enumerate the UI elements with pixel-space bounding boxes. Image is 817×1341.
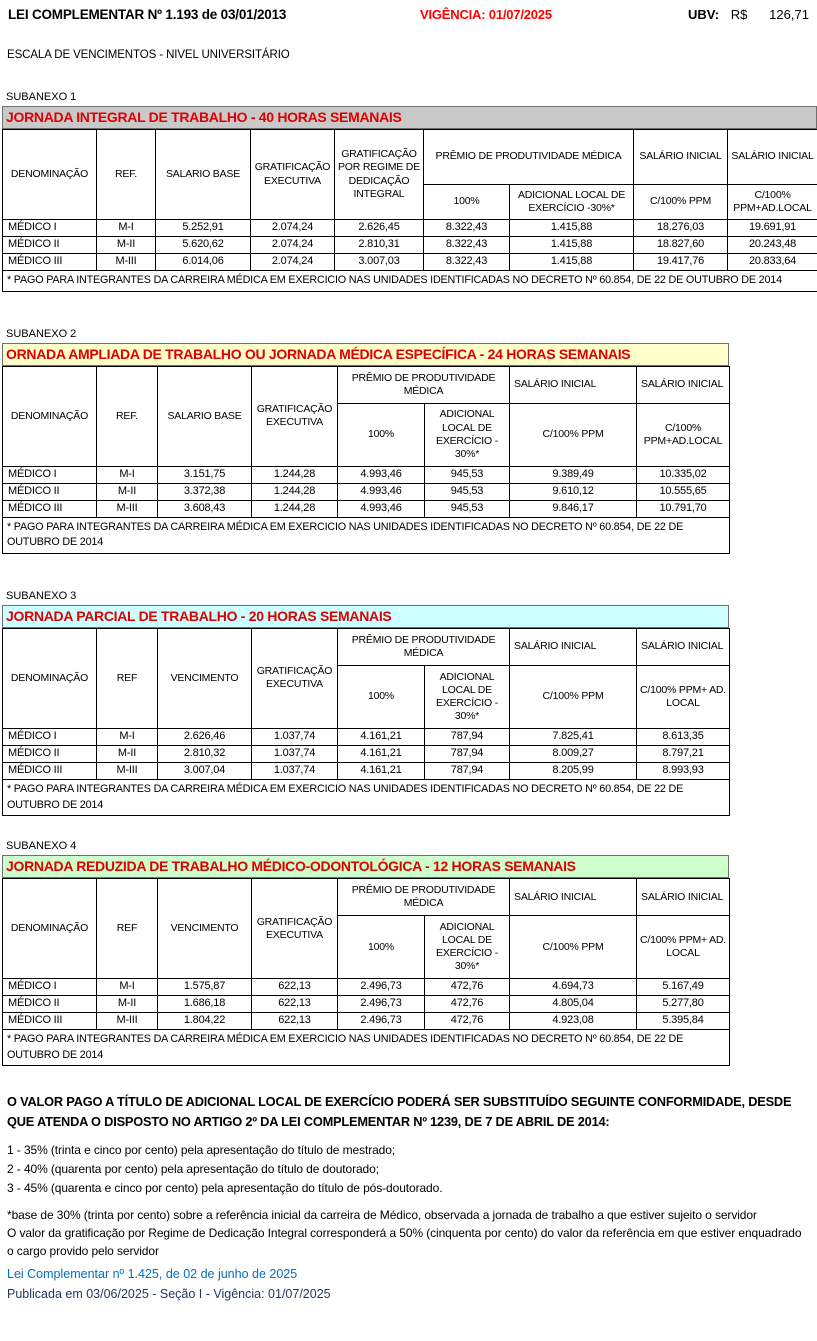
ubv-value: 126,71 <box>751 7 809 22</box>
table-row <box>3 762 730 779</box>
ubv-currency: R$ <box>731 7 748 22</box>
col-header-gratificacao-executiva: GRATIFICAÇÃO EXECUTIVA <box>252 628 338 728</box>
denominacao-cell: MÉDICO II <box>3 996 97 1013</box>
value-cell: 787,94 <box>425 728 510 745</box>
table-row <box>3 220 817 237</box>
value-cell: 8.993,93 <box>637 762 730 779</box>
col-header-salario-inicial-ppm: SALÁRIO INICIAL <box>510 366 637 403</box>
value-cell: 2.074,24 <box>251 237 335 254</box>
list-item: 2 - 40% (quarenta por cento) pela apresentação do título de doutorado; <box>7 1160 817 1179</box>
value-cell: 19.417,76 <box>634 254 728 271</box>
col-header-gratificacao-executiva: GRATIFICAÇÃO EXECUTIVA <box>252 366 338 466</box>
col-header-premio-produtividade: PRÊMIO DE PRODUTIVIDADE MÉDICA <box>424 130 634 185</box>
col-header-base: SALARIO BASE <box>158 366 252 466</box>
col-header-ref: REF. <box>97 366 158 466</box>
value-cell: 10.791,70 <box>637 500 730 517</box>
value-cell: 622,13 <box>252 979 338 996</box>
subheader-100pct: 100% <box>424 185 510 220</box>
footnote-row <box>3 517 730 553</box>
table-row <box>3 254 817 271</box>
value-cell: 4.694,73 <box>510 979 637 996</box>
value-cell: 945,53 <box>425 466 510 483</box>
value-cell: 2.496,73 <box>338 979 425 996</box>
col-header-base: VENCIMENTO <box>158 628 252 728</box>
denominacao-cell: MÉDICO I <box>3 220 97 237</box>
denominacao-cell: MÉDICO III <box>3 254 97 271</box>
value-cell: 4.161,21 <box>338 745 425 762</box>
value-cell: M-III <box>97 500 158 517</box>
subheader-c100-ppm-adlocal: C/100% PPM+ AD. LOCAL <box>637 916 730 979</box>
subheader-adicional-local: ADICIONAL LOCAL DE EXERCÍCIO - 30%* <box>425 916 510 979</box>
degree-bonus-list <box>7 1141 817 1198</box>
subanexo-4-section <box>0 840 817 1066</box>
value-cell: 2.810,31 <box>335 237 424 254</box>
col-header-denominacao: DENOMINAÇÃO <box>3 879 97 979</box>
footnote-row <box>3 271 817 292</box>
value-cell: 8.009,27 <box>510 745 637 762</box>
table-row <box>3 466 730 483</box>
value-cell: 4.993,46 <box>338 500 425 517</box>
value-cell: 1.415,88 <box>510 254 634 271</box>
value-cell: 2.496,73 <box>338 996 425 1013</box>
value-cell: 1.037,74 <box>252 762 338 779</box>
value-cell: M-III <box>97 254 156 271</box>
value-cell: 18.827,60 <box>634 237 728 254</box>
value-cell: 622,13 <box>252 1013 338 1030</box>
value-cell: 20.243,48 <box>728 237 817 254</box>
denominacao-cell: MÉDICO I <box>3 728 97 745</box>
value-cell: 4.161,21 <box>338 728 425 745</box>
salary-table <box>2 878 730 1066</box>
subanexo-2-section <box>0 328 817 554</box>
value-cell: 8.322,43 <box>424 220 510 237</box>
table-footnote: * PAGO PARA INTEGRANTES DA CARREIRA MÉDICA EM EXERCICIO NAS UNIDADES IDENTIFICADAS NO DECRETO Nº 60.854, DE 22 DE OUTUBRO DE 2014 <box>3 1030 730 1066</box>
table-footnote: * PAGO PARA INTEGRANTES DA CARREIRA MÉDICA EM EXERCICIO NAS UNIDADES IDENTIFICADAS NO DECRETO Nº 60.854, DE 22 DE OUTUBRO DE 2014 <box>3 517 730 553</box>
subanexo-1-section <box>0 91 817 292</box>
note-base-30: *base de 30% (trinta por cento) sobre a referência inicial da carreira de Médico, observada a jornada de trabalho a que estiver sujeito o servidor <box>7 1206 809 1224</box>
salary-table <box>2 628 730 816</box>
denominacao-cell: MÉDICO I <box>3 979 97 996</box>
value-cell: 8.205,99 <box>510 762 637 779</box>
value-cell: 5.620,62 <box>156 237 251 254</box>
table-row <box>3 500 730 517</box>
value-cell: 472,76 <box>425 996 510 1013</box>
subheader-c100-ppm: C/100% PPM <box>510 403 637 466</box>
subanexo-label: SUBANEXO 3 <box>6 590 817 602</box>
subanexo-3-section <box>0 590 817 816</box>
col-header-salario-inicial-ppm-adlocal: SALÁRIO INICIAL <box>637 879 730 916</box>
value-cell: 1.686,18 <box>158 996 252 1013</box>
denominacao-cell: MÉDICO III <box>3 1013 97 1030</box>
table-row <box>3 979 730 996</box>
value-cell: 2.496,73 <box>338 1013 425 1030</box>
subheader-adicional-local: ADICIONAL LOCAL DE EXERCÍCIO - 30%* <box>425 403 510 466</box>
value-cell: M-I <box>97 728 158 745</box>
subanexo-label: SUBANEXO 2 <box>6 328 817 340</box>
value-cell: 20.833,64 <box>728 254 817 271</box>
subanexo-title-bar: JORNADA PARCIAL DE TRABALHO - 20 HORAS SEMANAIS <box>2 605 729 628</box>
ubv-label: UBV: <box>688 7 719 22</box>
value-cell: 1.037,74 <box>252 728 338 745</box>
col-header-premio-produtividade: PRÊMIO DE PRODUTIVIDADE MÉDICA <box>338 366 510 403</box>
notes-block <box>7 1206 809 1260</box>
table-footnote: * PAGO PARA INTEGRANTES DA CARREIRA MÉDICA EM EXERCICIO NAS UNIDADES IDENTIFICADAS NO DECRETO Nº 60.854, DE 22 DE OUTUBRO DE 2014 <box>3 271 817 292</box>
value-cell: 4.993,46 <box>338 466 425 483</box>
denominacao-cell: MÉDICO I <box>3 466 97 483</box>
denominacao-cell: MÉDICO II <box>3 237 97 254</box>
value-cell: M-III <box>97 1013 158 1030</box>
table-footnote: * PAGO PARA INTEGRANTES DA CARREIRA MÉDICA EM EXERCICIO NAS UNIDADES IDENTIFICADAS NO DECRETO Nº 60.854, DE 22 DE OUTUBRO DE 2014 <box>3 779 730 815</box>
value-cell: 5.395,84 <box>637 1013 730 1030</box>
footnote-row <box>3 1030 730 1066</box>
value-cell: 1.804,22 <box>158 1013 252 1030</box>
value-cell: 10.335,02 <box>637 466 730 483</box>
table-row <box>3 996 730 1013</box>
value-cell: 3.151,75 <box>158 466 252 483</box>
footnote-row <box>3 779 730 815</box>
value-cell: 4.161,21 <box>338 762 425 779</box>
col-header-salario-inicial-ppm: SALÁRIO INICIAL <box>510 628 637 665</box>
value-cell: 9.610,12 <box>510 483 637 500</box>
value-cell: M-II <box>97 237 156 254</box>
col-header-gratificacao-executiva: GRATIFICAÇÃO EXECUTIVA <box>251 130 335 220</box>
col-header-base: SALARIO BASE <box>156 130 251 220</box>
value-cell: 9.846,17 <box>510 500 637 517</box>
value-cell: 8.797,21 <box>637 745 730 762</box>
subanexo-title-bar: JORNADA INTEGRAL DE TRABALHO - 40 HORAS SEMANAIS <box>2 106 817 129</box>
value-cell: 1.415,88 <box>510 220 634 237</box>
list-item: 1 - 35% (trinta e cinco por cento) pela apresentação do título de mestrado; <box>7 1141 817 1160</box>
subheader-c100-ppm: C/100% PPM <box>634 185 728 220</box>
table-row <box>3 728 730 745</box>
value-cell: 2.626,46 <box>158 728 252 745</box>
value-cell: 472,76 <box>425 1013 510 1030</box>
value-cell: 1.575,87 <box>158 979 252 996</box>
denominacao-cell: MÉDICO III <box>3 500 97 517</box>
validity-text: VIGÊNCIA: 01/07/2025 <box>420 7 552 22</box>
col-header-salario-inicial-ppm: SALÁRIO INICIAL <box>510 879 637 916</box>
value-cell: 3.608,43 <box>158 500 252 517</box>
value-cell: 4.993,46 <box>338 483 425 500</box>
subheader-adicional-local: ADICIONAL LOCAL DE EXERCÍCIO -30%* <box>510 185 634 220</box>
document-header <box>0 7 817 25</box>
value-cell: 10.555,65 <box>637 483 730 500</box>
footer-publication-info: Publicada em 03/06/2025 - Seção I - Vigência: 01/07/2025 <box>7 1287 817 1301</box>
value-cell: 6.014,06 <box>156 254 251 271</box>
col-header-base: VENCIMENTO <box>158 879 252 979</box>
value-cell: 8.322,43 <box>424 237 510 254</box>
value-cell: 1.037,74 <box>252 745 338 762</box>
col-header-ref: REF <box>97 628 158 728</box>
value-cell: 5.167,49 <box>637 979 730 996</box>
value-cell: 8.613,35 <box>637 728 730 745</box>
value-cell: 19.691,91 <box>728 220 817 237</box>
value-cell: 5.252,91 <box>156 220 251 237</box>
salary-table <box>2 129 817 292</box>
subanexo-label: SUBANEXO 4 <box>6 840 817 852</box>
table-row <box>3 237 817 254</box>
value-cell: M-I <box>97 466 158 483</box>
value-cell: 18.276,03 <box>634 220 728 237</box>
value-cell: 3.372,38 <box>158 483 252 500</box>
value-cell: 472,76 <box>425 979 510 996</box>
value-cell: 787,94 <box>425 745 510 762</box>
table-row <box>3 483 730 500</box>
col-header-ref: REF <box>97 879 158 979</box>
col-header-premio-produtividade: PRÊMIO DE PRODUTIVIDADE MÉDICA <box>338 628 510 665</box>
col-header-premio-produtividade: PRÊMIO DE PRODUTIVIDADE MÉDICA <box>338 879 510 916</box>
value-cell: M-I <box>97 220 156 237</box>
value-cell: M-II <box>97 483 158 500</box>
table-row <box>3 745 730 762</box>
col-header-salario-inicial-ppm: SALÁRIO INICIAL <box>634 130 728 185</box>
table-row <box>3 1013 730 1030</box>
col-header-denominacao: DENOMINAÇÃO <box>3 130 97 220</box>
value-cell: 9.389,49 <box>510 466 637 483</box>
value-cell: M-I <box>97 979 158 996</box>
subanexo-label: SUBANEXO 1 <box>6 91 817 103</box>
value-cell: 1.244,28 <box>252 466 338 483</box>
value-cell: 2.074,24 <box>251 254 335 271</box>
value-cell: M-II <box>97 996 158 1013</box>
denominacao-cell: MÉDICO II <box>3 745 97 762</box>
subheader-c100-ppm: C/100% PPM <box>510 665 637 728</box>
value-cell: M-II <box>97 745 158 762</box>
subheader-c100-ppm-adlocal: C/100% PPM+AD.LOCAL <box>728 185 817 220</box>
denominacao-cell: MÉDICO III <box>3 762 97 779</box>
value-cell: 3.007,03 <box>335 254 424 271</box>
value-cell: 5.277,80 <box>637 996 730 1013</box>
value-cell: 8.322,43 <box>424 254 510 271</box>
value-cell: 945,53 <box>425 500 510 517</box>
value-cell: 945,53 <box>425 483 510 500</box>
value-cell: 1.244,28 <box>252 483 338 500</box>
subanexo-title-bar: JORNADA REDUZIDA DE TRABALHO MÉDICO-ODONTOLÓGICA - 12 HORAS SEMANAIS <box>2 855 729 878</box>
value-cell: 2.810,32 <box>158 745 252 762</box>
subheader-adicional-local: ADICIONAL LOCAL DE EXERCÍCIO - 30%* <box>425 665 510 728</box>
ubv-group <box>688 7 809 22</box>
col-header-salario-inicial-ppm-adlocal: SALÁRIO INICIAL <box>728 130 817 185</box>
col-header-gratificacao-executiva: GRATIFICAÇÃO EXECUTIVA <box>252 879 338 979</box>
value-cell: 1.244,28 <box>252 500 338 517</box>
value-cell: 1.415,88 <box>510 237 634 254</box>
value-cell: M-III <box>97 762 158 779</box>
law-title: LEI COMPLEMENTAR Nº 1.193 de 03/01/2013 <box>8 7 286 22</box>
col-header-denominacao: DENOMINAÇÃO <box>3 628 97 728</box>
denominacao-cell: MÉDICO II <box>3 483 97 500</box>
list-item: 3 - 45% (quarenta e cinco por cento) pela apresentação do título de pós-doutorado. <box>7 1179 817 1198</box>
subheader-100pct: 100% <box>338 403 425 466</box>
salary-table <box>2 366 730 554</box>
subheader-100pct: 100% <box>338 665 425 728</box>
subheader-c100-ppm-adlocal: C/100% PPM+ AD. LOCAL <box>637 665 730 728</box>
subheader-100pct: 100% <box>338 916 425 979</box>
col-header-gratificacao-rdi: GRATIFICAÇÃO POR REGIME DE DEDICAÇÃO INTEGRAL <box>335 130 424 220</box>
value-cell: 622,13 <box>252 996 338 1013</box>
value-cell: 3.007,04 <box>158 762 252 779</box>
subheader-c100-ppm-adlocal: C/100% PPM+AD.LOCAL <box>637 403 730 466</box>
notes-heading: O VALOR PAGO A TÍTULO DE ADICIONAL LOCAL DE EXERCÍCIO PODERÁ SER SUBSTITUÍDO SEGUINTE CONFORMIDADE, DESDE QUE ATENDA O DISPOSTO NO ARTIGO 2º DA LEI COMPLEMENTAR Nº 1239, DE 7 DE ABRIL DE 2014: <box>7 1092 799 1130</box>
value-cell: 2.626,45 <box>335 220 424 237</box>
note-rdi-50: O valor da gratificação por Regime de Dedicação Integral corresponderá a 50% (cinquenta por cento) do valor da referência em que estiver enquadrado o cargo provido pelo servidor <box>7 1224 809 1260</box>
col-header-salario-inicial-ppm-adlocal: SALÁRIO INICIAL <box>637 366 730 403</box>
col-header-denominacao: DENOMINAÇÃO <box>3 366 97 466</box>
value-cell: 4.805,04 <box>510 996 637 1013</box>
document-subtitle: ESCALA DE VENCIMENTOS - NIVEL UNIVERSITÁRIO <box>7 49 817 61</box>
col-header-ref: REF. <box>97 130 156 220</box>
value-cell: 7.825,41 <box>510 728 637 745</box>
subanexo-title-bar: ORNADA AMPLIADA DE TRABALHO OU JORNADA MÉDICA ESPECÍFICA - 24 HORAS SEMANAIS <box>2 343 729 366</box>
value-cell: 787,94 <box>425 762 510 779</box>
col-header-salario-inicial-ppm-adlocal: SALÁRIO INICIAL <box>637 628 730 665</box>
value-cell: 4.923,08 <box>510 1013 637 1030</box>
subheader-c100-ppm: C/100% PPM <box>510 916 637 979</box>
value-cell: 2.074,24 <box>251 220 335 237</box>
footer-law-reference: Lei Complementar nº 1.425, de 02 de junho de 2025 <box>7 1267 817 1281</box>
